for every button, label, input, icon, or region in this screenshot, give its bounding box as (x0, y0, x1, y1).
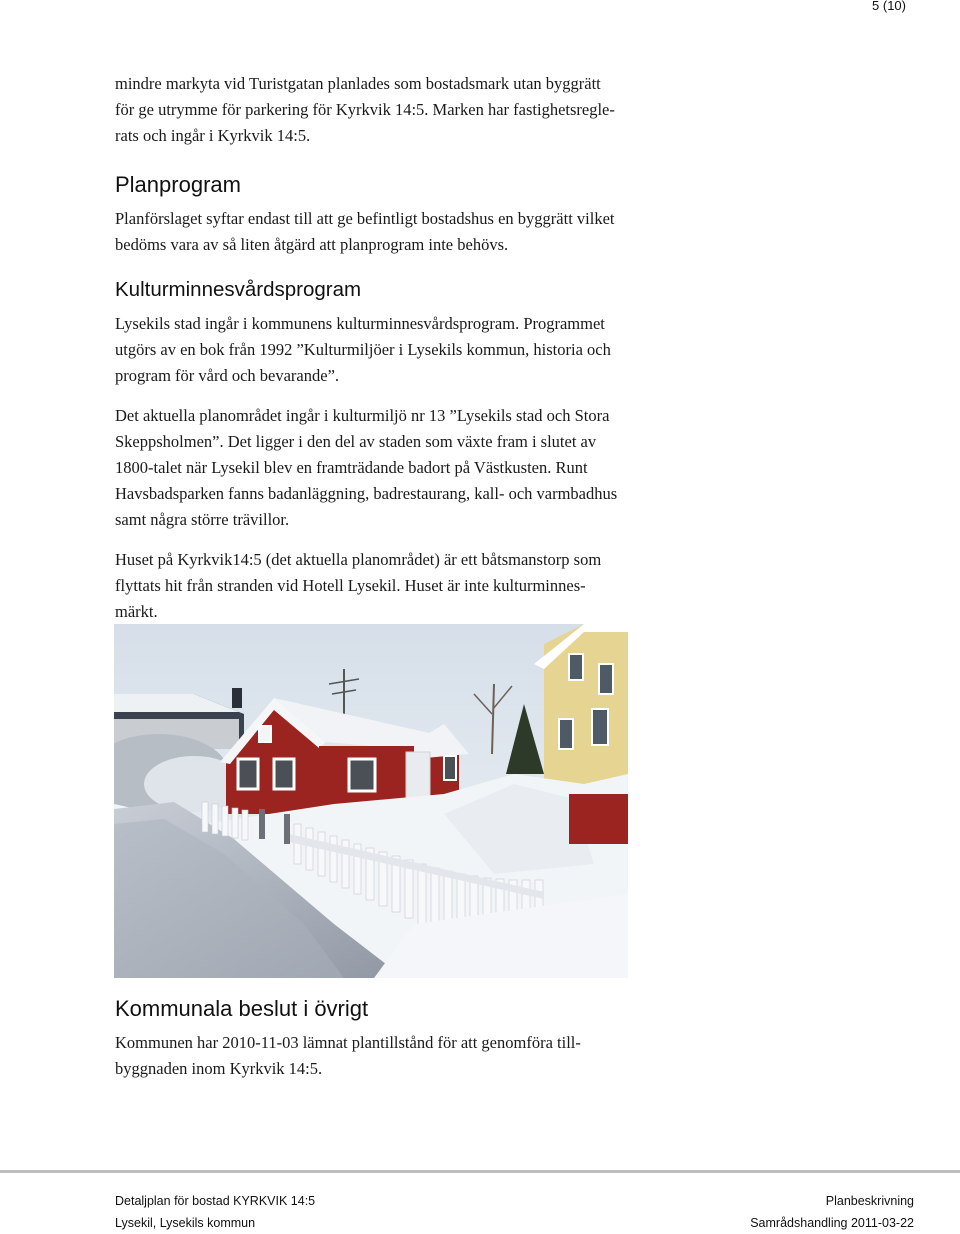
kultur-paragraph-2 (115, 403, 635, 533)
footer-divider (0, 1170, 960, 1173)
kommunala-paragraph (115, 1030, 635, 1082)
footer-right (750, 1190, 914, 1234)
text-line: Det aktuella planområdet ingår i kulturmiljö nr 13 ”Lysekils stad och Stora (115, 406, 610, 425)
text-line: Kommunen har 2010-11-03 lämnat plantillstånd för att genomföra till- (115, 1033, 581, 1052)
text-line: program för vård och bevarande”. (115, 366, 340, 385)
text-line: byggnaden inom Kyrkvik 14:5. (115, 1059, 323, 1078)
footer-document-status: Samrådshandling 2011-03-22 (750, 1216, 914, 1230)
planprogram-paragraph (115, 206, 635, 258)
intro-paragraph (115, 71, 635, 149)
kultur-paragraph-1 (115, 311, 635, 389)
heading-kommunala-beslut: Kommunala beslut i övrigt (115, 996, 369, 1021)
kultur-paragraph-3 (115, 547, 635, 625)
text-line: Havsbadsparken fanns badanläggning, badrestaurang, kall- och varmbadhus (115, 484, 618, 503)
heading-kulturminnesvardsprogram: Kulturminnesvårdsprogram (115, 278, 362, 301)
house-photo-illustration (114, 624, 628, 978)
text-line: samt några större trävillor. (115, 510, 290, 529)
heading-planprogram: Planprogram (115, 172, 241, 197)
kommunala-section (115, 994, 635, 1082)
text-line: Lysekils stad ingår i kommunens kulturminnesvårdsprogram. Programmet (115, 314, 605, 333)
text-line: rats och ingår i Kyrkvik 14:5. (115, 126, 311, 145)
text-line: flyttats hit från stranden vid Hotell Lysekil. Huset är inte kulturminnes- (115, 576, 586, 595)
text-line: Planförslaget syftar endast till att ge befintligt bostadshus en byggrätt vilket (115, 209, 615, 228)
text-line: för ge utrymme för parkering för Kyrkvik 14:5. Marken har fastighetsregle- (115, 100, 615, 119)
text-line: märkt. (115, 602, 158, 621)
text-line: 1800-talet när Lysekil blev en framträdande badort på Västkusten. Runt (115, 458, 588, 477)
footer-document-title: Detaljplan för bostad KYRKVIK 14:5 (115, 1194, 316, 1208)
document-body (115, 71, 635, 625)
footer-municipality: Lysekil, Lysekils kommun (115, 1216, 256, 1230)
text-line: mindre markyta vid Turistgatan planlades som bostadsmark utan byggrätt (115, 74, 601, 93)
footer-document-type: Planbeskrivning (825, 1194, 914, 1208)
text-line: Skeppsholmen”. Det ligger i den del av staden som växte fram i slutet av (115, 432, 597, 451)
house-photo (114, 624, 628, 978)
text-line: utgörs av en bok från 1992 ”Kulturmiljöer i Lysekils kommun, historia och (115, 340, 611, 359)
text-line: Huset på Kyrkvik14:5 (det aktuella planområdet) är ett båtsmanstorp som (115, 550, 602, 569)
footer-left (115, 1190, 315, 1234)
page-number: 5 (10) (872, 0, 906, 13)
text-line: bedöms vara av så liten åtgärd att planprogram inte behövs. (115, 235, 509, 254)
